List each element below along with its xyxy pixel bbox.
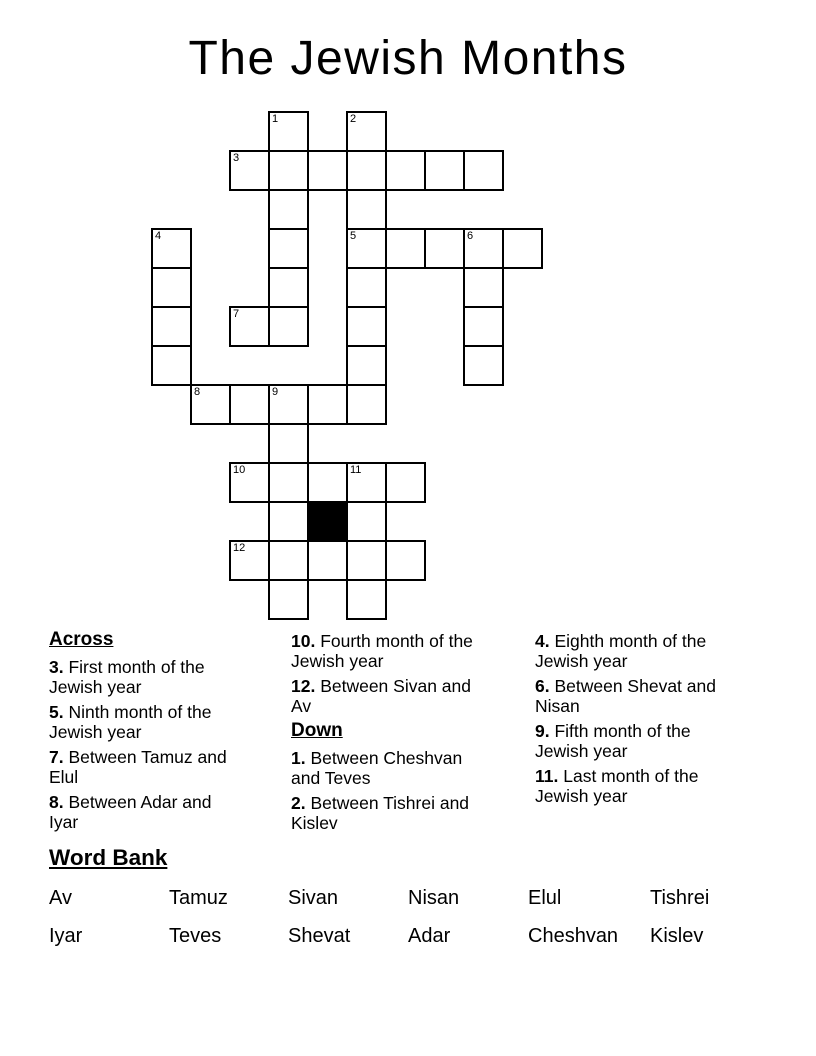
black-cell — [307, 501, 348, 542]
grid-cell[interactable] — [229, 462, 270, 503]
grid-cell[interactable] — [346, 462, 387, 503]
grid-cell[interactable] — [268, 267, 309, 308]
word-bank-word: Tishrei — [650, 887, 710, 909]
clue-12: 12. Between Sivan and Av — [291, 676, 471, 716]
grid-cell[interactable] — [229, 306, 270, 347]
grid-cell[interactable] — [268, 462, 309, 503]
grid-cell[interactable] — [346, 267, 387, 308]
clue-7: 7. Between Tamuz and Elul — [49, 747, 227, 787]
grid-cell[interactable] — [268, 189, 309, 230]
clue-number: 10. — [291, 631, 316, 651]
cell-number: 3 — [233, 152, 240, 164]
grid-cell[interactable] — [463, 267, 504, 308]
grid-cell[interactable] — [424, 150, 465, 191]
grid-cell[interactable] — [424, 228, 465, 269]
clue-10: 10. Fourth month of the Jewish year — [291, 631, 473, 671]
grid-cell[interactable] — [268, 579, 309, 620]
grid-cell[interactable] — [190, 384, 231, 425]
clue-2: 2. Between Tishrei and Kislev — [291, 793, 470, 833]
clue-5: 5. Ninth month of the Jewish year — [49, 702, 212, 742]
cell-number: 9 — [272, 386, 279, 398]
clue-number: 3. — [49, 657, 64, 677]
clue-number: 8. — [49, 792, 64, 812]
clue-6: 6. Between Shevat and Nisan — [535, 676, 716, 716]
grid-cell[interactable] — [346, 579, 387, 620]
word-bank-word: Cheshvan — [528, 925, 619, 947]
grid-cell[interactable] — [151, 306, 192, 347]
word-bank-heading: Word Bank — [49, 845, 168, 870]
grid-cell[interactable] — [385, 228, 426, 269]
grid-cell[interactable] — [268, 111, 309, 152]
clues-heading-down: Down — [291, 720, 343, 741]
word-bank-word: Iyar — [49, 925, 83, 947]
grid-cell[interactable] — [151, 267, 192, 308]
grid-cell[interactable] — [463, 306, 504, 347]
clue-number: 9. — [535, 721, 550, 741]
cell-number: 6 — [467, 230, 474, 242]
word-bank-word: Tamuz — [169, 887, 228, 909]
word-bank-word: Teves — [169, 925, 222, 947]
grid-cell[interactable] — [268, 384, 309, 425]
clue-number: 12. — [291, 676, 316, 696]
cell-number: 10 — [233, 464, 246, 476]
clues-column-2 — [291, 631, 486, 838]
grid-cell[interactable] — [151, 345, 192, 386]
grid-cell[interactable] — [268, 306, 309, 347]
grid-cell[interactable] — [346, 306, 387, 347]
clue-8: 8. Between Adar and Iyar — [49, 792, 212, 832]
grid-cell[interactable] — [307, 150, 348, 191]
cell-number: 4 — [155, 230, 162, 242]
clue-3: 3. First month of the Jewish year — [49, 657, 205, 697]
grid-cell[interactable] — [268, 501, 309, 542]
word-bank-word: Elul — [528, 887, 562, 909]
grid-cell[interactable] — [346, 540, 387, 581]
word-bank-word: Sivan — [288, 887, 339, 909]
clues-heading-across: Across — [49, 629, 114, 650]
cell-number: 1 — [272, 113, 279, 125]
clues-column-1 — [49, 630, 239, 837]
grid-cell[interactable] — [229, 540, 270, 581]
word-bank-word: Nisan — [408, 887, 460, 909]
clue-11: 11. Last month of the Jewish year — [535, 766, 699, 806]
grid-cell[interactable] — [385, 462, 426, 503]
clue-number: 6. — [535, 676, 550, 696]
clue-1: 1. Between Cheshvan and Teves — [291, 748, 463, 788]
grid-cell[interactable] — [346, 228, 387, 269]
grid-cell[interactable] — [346, 189, 387, 230]
clue-9: 9. Fifth month of the Jewish year — [535, 721, 691, 761]
grid-cell[interactable] — [502, 228, 543, 269]
grid-cell[interactable] — [307, 462, 348, 503]
grid-cell[interactable] — [463, 228, 504, 269]
grid-cell[interactable] — [307, 384, 348, 425]
grid-cell[interactable] — [268, 540, 309, 581]
cell-number: 12 — [233, 542, 246, 554]
cell-number: 8 — [194, 386, 201, 398]
grid-cell[interactable] — [385, 150, 426, 191]
grid-cell[interactable] — [268, 423, 309, 464]
clue-number: 5. — [49, 702, 64, 722]
grid-cell[interactable] — [346, 111, 387, 152]
grid-cell[interactable] — [229, 384, 270, 425]
grid-cell[interactable] — [151, 228, 192, 269]
grid-cell[interactable] — [346, 345, 387, 386]
word-bank-word: Av — [49, 887, 72, 909]
cell-number: 2 — [350, 113, 357, 125]
grid-cell[interactable] — [463, 150, 504, 191]
grid-cell[interactable] — [307, 540, 348, 581]
grid-cell[interactable] — [463, 345, 504, 386]
grid-cell[interactable] — [346, 501, 387, 542]
page-title: The Jewish Months — [188, 32, 628, 85]
cell-number: 11 — [350, 464, 362, 476]
word-bank-word: Shevat — [288, 925, 351, 947]
grid-cell[interactable] — [268, 150, 309, 191]
grid-cell[interactable] — [346, 384, 387, 425]
word-bank-word: Kislev — [650, 925, 704, 947]
clue-number: 2. — [291, 793, 306, 813]
clue-number: 11. — [535, 766, 559, 786]
clue-number: 7. — [49, 747, 64, 767]
word-bank-word: Adar — [408, 925, 451, 947]
clues-column-3 — [535, 631, 735, 811]
grid-cell[interactable] — [229, 150, 270, 191]
cell-number: 7 — [233, 308, 240, 320]
clue-number: 4. — [535, 631, 550, 651]
grid-cell[interactable] — [346, 150, 387, 191]
grid-cell[interactable] — [268, 228, 309, 269]
cell-number: 5 — [350, 230, 357, 242]
grid-cell[interactable] — [385, 540, 426, 581]
clue-number: 1. — [291, 748, 306, 768]
clue-4: 4. Eighth month of the Jewish year — [535, 631, 707, 671]
